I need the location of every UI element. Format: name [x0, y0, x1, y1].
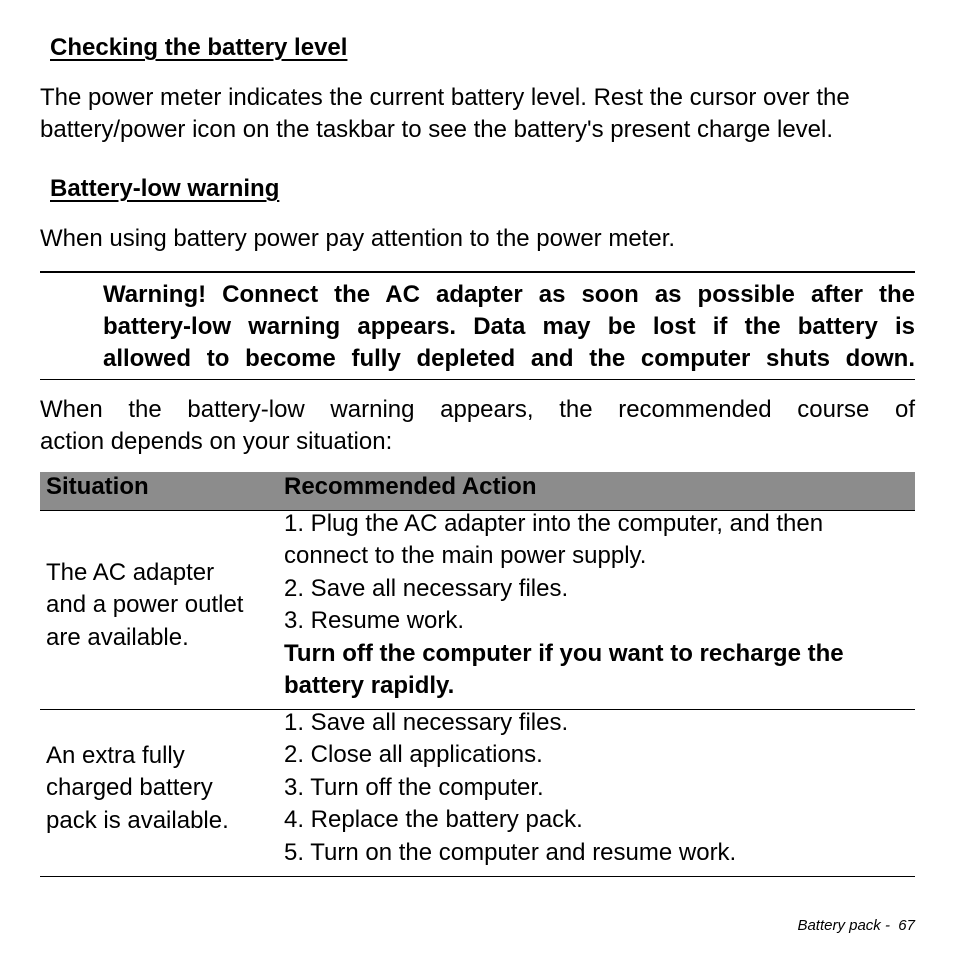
cell-line: An extra fully — [46, 742, 185, 769]
heading-checking-battery-level: Checking the battery level — [50, 34, 348, 61]
table-header-recommended-action: Recommended Action — [284, 473, 537, 500]
table-bottom-rule — [40, 876, 915, 877]
cell-line: 1. Plug the AC adapter into the computer, and then — [284, 510, 824, 537]
paragraph-recommended-course — [40, 394, 915, 458]
cell-line: and a power outlet — [46, 591, 244, 619]
cell-line: charged battery — [46, 774, 213, 802]
table-header-situation: Situation — [46, 473, 149, 500]
cell-line: are available. — [46, 623, 189, 651]
cell-line: 4. Replace the battery pack. — [284, 806, 583, 834]
paragraph-power-meter: The power meter indicates the current battery level. Rest the cursor over the battery/power icon on the taskbar to see the battery's present charge level. — [40, 84, 850, 143]
warning-line: battery-low warning appears. Data may be lost if the battery is — [103, 313, 915, 340]
heading-battery-low-warning: Battery-low warning — [50, 175, 280, 202]
cell-line-bold-note: Turn off the computer if you want to recharge the — [284, 639, 844, 667]
intro-line: action depends on your situation: — [40, 428, 393, 455]
warning-top-rule — [40, 271, 915, 273]
table-cell-situation — [46, 740, 276, 837]
intro-line: When the battery-low warning appears, the recommended course of — [40, 396, 915, 423]
cell-line: pack is available. — [46, 806, 229, 834]
table-header-row — [40, 472, 915, 511]
cell-line: The AC adapter — [46, 559, 215, 586]
cell-line: connect to the main power supply. — [284, 542, 647, 570]
paragraph-pay-attention: When using battery power pay attention to the power meter. — [40, 225, 676, 252]
cell-line: 3. Turn off the computer. — [284, 773, 544, 801]
cell-line: 2. Close all applications. — [284, 741, 543, 769]
cell-line: 5. Turn on the computer and resume work. — [284, 838, 737, 866]
warning-bottom-rule — [40, 379, 915, 380]
table-cell-action — [284, 707, 915, 869]
table-cell-action — [284, 508, 915, 702]
warning-line: allowed to become fully depleted and the computer shuts down. — [103, 345, 915, 372]
table-cell-situation — [46, 557, 276, 654]
warning-line: Warning! Connect the AC adapter as soon as possible after the — [103, 281, 915, 308]
cell-line-bold-note: battery rapidly. — [284, 672, 455, 700]
cell-line: 1. Save all necessary files. — [284, 709, 569, 736]
cell-line: 3. Resume work. — [284, 607, 465, 635]
page-footer: Battery pack - 67 — [797, 917, 915, 934]
warning-box — [103, 279, 915, 375]
cell-line: 2. Save all necessary files. — [284, 574, 569, 602]
